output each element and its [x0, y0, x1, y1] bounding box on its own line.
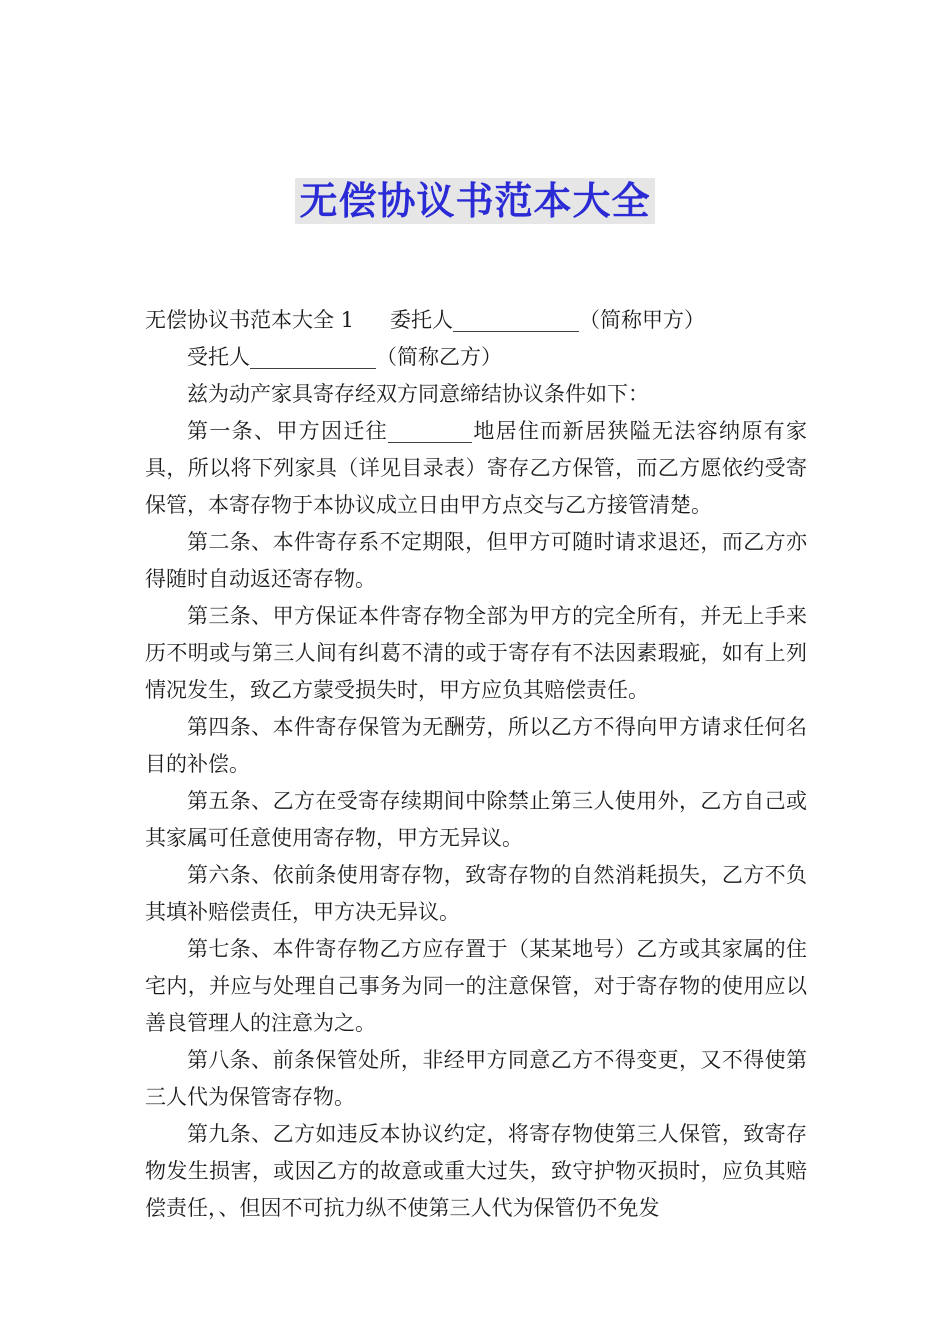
article-3: 第三条、甲方保证本件寄存物全部为甲方的完全所有，并无上手来历不明或与第三人间有纠葛不清的或于寄存有不法因素瑕疵，如有上列情况发生，致乙方蒙受损失时，甲方应负其赔偿责任。	[145, 604, 807, 702]
article-1: 第一条、甲方因迁往________地居住而新居狭隘无法容纳原有家具，所以将下列家具（详见目录表）寄存乙方保管，而乙方愿依约受寄保管，本寄存物于本协议成立日由甲方点交与乙方接管清楚。	[145, 419, 807, 517]
title-container	[0, 178, 950, 224]
article-4: 第四条、本件寄存保管为无酬劳，所以乙方不得向甲方请求任何名目的补偿。	[145, 715, 807, 776]
article-9: 第九条、乙方如违反本协议约定，将寄存物使第三人保管，致寄存物发生损害，或因乙方的故意或重大过失，致守护物灭损时，应负其赔偿责任，、但因不可抗力纵不使第三人代为保管仍不免发	[145, 1122, 807, 1220]
document-body	[145, 302, 807, 1227]
article-2: 第二条、本件寄存系不定期限，但甲方可随时请求退还，而乙方亦得随时自动返还寄存物。	[145, 530, 807, 591]
principal-line: 委托人____________（简称甲方）	[390, 308, 706, 332]
heading-label: 无偿协议书范本大全 1	[145, 308, 355, 332]
article-7: 第七条、本件寄存物乙方应存置于（某某地号）乙方或其家属的住宅内，并应与处理自己事务为同一的注意保管，对于寄存物的使用应以善良管理人的注意为之。	[145, 937, 807, 1035]
document-title: 无偿协议书范本大全	[295, 178, 654, 224]
opening-line	[145, 302, 807, 339]
agent-line: 受托人____________（简称乙方）	[187, 345, 502, 369]
intro-line: 兹为动产家具寄存经双方同意缔结协议条件如下：	[187, 382, 649, 406]
article-5: 第五条、乙方在受寄存续期间中除禁止第三人使用外，乙方自己或其家属可任意使用寄存物，甲方无异议。	[145, 789, 807, 850]
article-8: 第八条、前条保管处所，非经甲方同意乙方不得变更，又不得使第三人代为保管寄存物。	[145, 1048, 807, 1109]
article-6: 第六条、依前条使用寄存物，致寄存物的自然消耗损失，乙方不负其填补赔偿责任，甲方决无异议。	[145, 863, 807, 924]
